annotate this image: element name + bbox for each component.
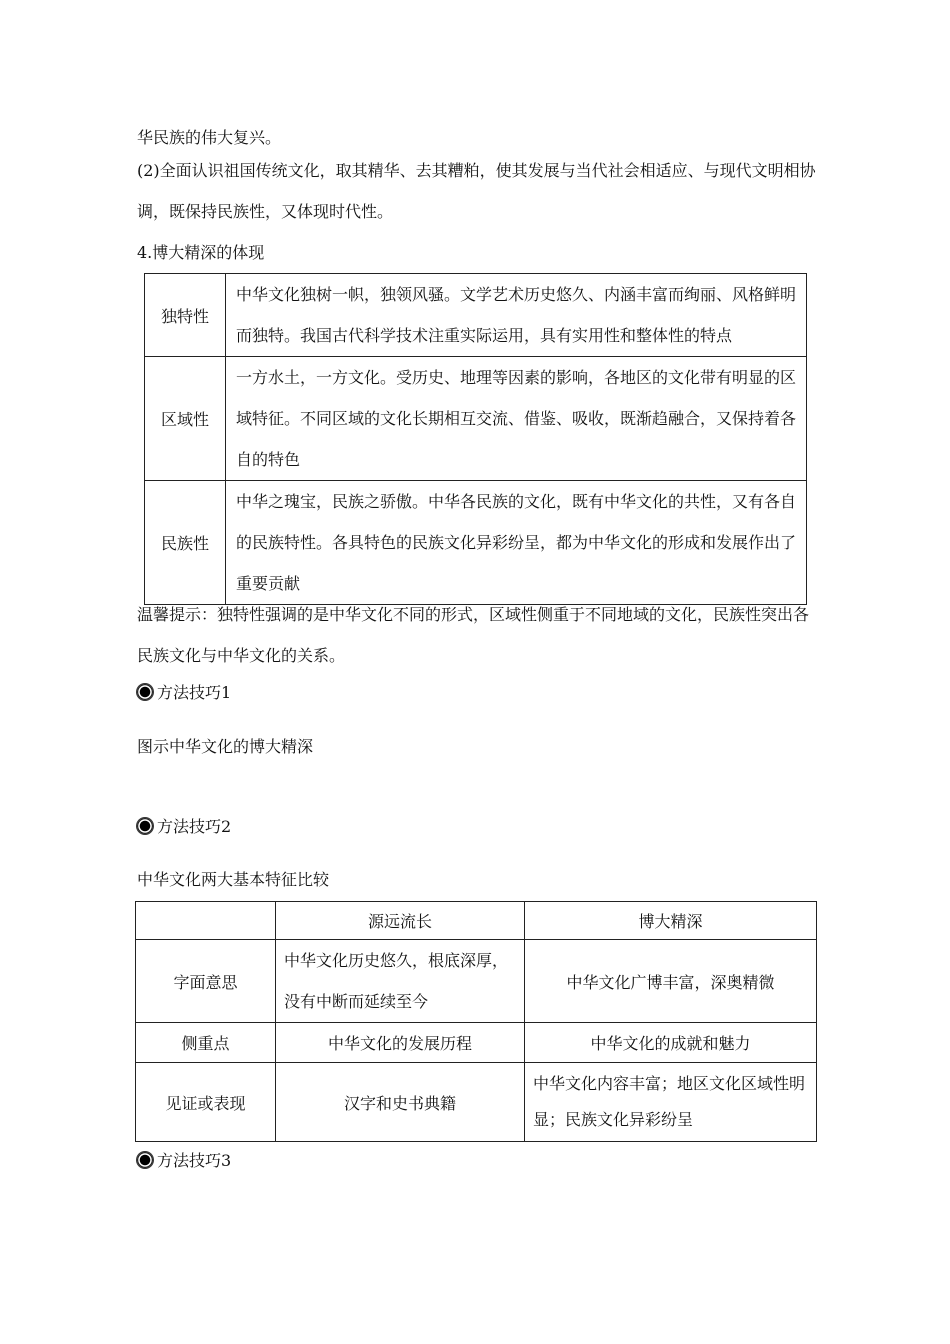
row-content: 中华之瑰宝，民族之骄傲。中华各民族的文化，既有中华文化的共性，又有各自的民族特性。各具特色的民族文化异彩纷呈，都为中华文化的形成和发展作出了重要贡献 <box>226 481 807 605</box>
row-label: 民族性 <box>145 481 226 605</box>
row-label: 侧重点 <box>136 1023 276 1063</box>
table-row <box>145 274 807 357</box>
section-heading: 4.博大精深的体现 <box>137 243 265 262</box>
row-label: 独特性 <box>145 274 226 357</box>
row-label: 字面意思 <box>136 940 276 1023</box>
header-cell: 源远流长 <box>276 902 525 940</box>
row-label: 见证或表现 <box>136 1063 276 1142</box>
method-title: 方法技巧3 <box>157 1151 232 1170</box>
table-cell: 中华文化历史悠久，根底深厚，没有中断而延续至今 <box>276 940 525 1023</box>
characteristics-table <box>144 273 807 605</box>
tip-text: 温馨提示：独特性强调的是中华文化不同的形式，区域性侧重于不同地域的文化，民族性突出各民族文化与中华文化的关系。 <box>137 605 810 665</box>
comparison-table <box>135 901 817 1142</box>
header-cell <box>136 902 276 940</box>
method-title: 方法技巧1 <box>157 683 232 702</box>
method-subtitle: 中华文化两大基本特征比较 <box>137 870 330 889</box>
table-cell: 中华文化广博丰富，深奥精微 <box>525 940 817 1023</box>
table-row <box>145 357 807 481</box>
method-tip-1 <box>137 680 231 703</box>
method-title: 方法技巧2 <box>157 817 232 836</box>
table-cell: 汉字和史书典籍 <box>276 1063 525 1142</box>
bullet-icon <box>137 818 153 834</box>
table-row <box>136 1023 817 1063</box>
method-tip-2 <box>137 814 231 837</box>
row-label: 区域性 <box>145 357 226 481</box>
row-content: 一方水土，一方文化。受历史、地理等因素的影响，各地区的文化带有明显的区域特征。不同区域的文化长期相互交流、借鉴、吸收，既渐趋融合，又保持着各自的特色 <box>226 357 807 481</box>
bullet-icon <box>137 684 153 700</box>
row-content: 中华文化独树一帜，独领风骚。文学艺术历史悠久、内涵丰富而绚丽、风格鲜明而独特。我国古代科学技术注重实际运用，具有实用性和整体性的特点 <box>226 274 807 357</box>
bullet-icon <box>137 1152 153 1168</box>
method-tip-3 <box>137 1148 231 1171</box>
table-row <box>136 940 817 1023</box>
table-row <box>136 1063 817 1142</box>
table-cell: 中华文化的发展历程 <box>276 1023 525 1063</box>
table-cell: 中华文化的成就和魅力 <box>525 1023 817 1063</box>
intro-line: 华民族的伟大复兴。 <box>137 128 282 147</box>
header-cell: 博大精深 <box>525 902 817 940</box>
table-cell: 中华文化内容丰富；地区文化区域性明显；民族文化异彩纷呈 <box>525 1063 817 1142</box>
intro-item-2: (2)全面认识祖国传统文化，取其精华、去其糟粕，使其发展与当代社会相适应、与现代文明相协调，既保持民族性，又体现时代性。 <box>137 161 816 221</box>
method-subtitle: 图示中华文化的博大精深 <box>137 737 314 756</box>
table-header-row <box>136 902 817 940</box>
table-row <box>145 481 807 605</box>
